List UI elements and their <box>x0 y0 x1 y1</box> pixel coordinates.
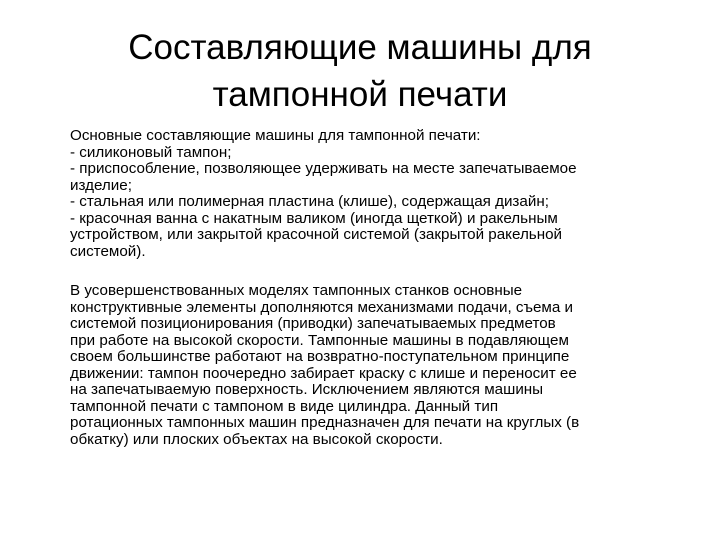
text-line: тампонной печати с тампоном в виде цилиндра. Данный тип <box>70 397 499 415</box>
text-line: при работе на высокой скорости. Тампонные машины в подавляющем <box>70 331 569 349</box>
text-line: изделие; <box>70 176 132 194</box>
text-line: конструктивные элементы дополняются механизмами подачи, съема и <box>70 298 574 316</box>
text-line: системой). <box>70 242 146 260</box>
title-line: Составляющие машины для <box>128 28 592 67</box>
text-line: на запечатываемую поверхность. Исключением являются машины <box>70 381 544 398</box>
text-line: обкатку) или плоских объектах на высокой скорости. <box>70 430 443 448</box>
text-line: - силиконовый тампон; <box>70 143 232 161</box>
text-line: ротационных тампонных машин предназначен для печати на круглых (в <box>70 414 580 431</box>
text-line: - красочная ванна с накатным валиком (иногда щеткой) и ракельным <box>70 209 558 227</box>
text-line: В усовершенствованных моделях тампонных станков основные <box>70 282 523 299</box>
text-line: движении: тампон поочередно забирает краску с клише и переносит ее <box>70 364 577 382</box>
text-line: своем большинстве работают на возвратно-поступательном принципе <box>70 348 570 365</box>
text-line: - приспособление, позволяющее удерживать на месте запечатываемое <box>70 160 577 177</box>
text-line: Основные составляющие машины для тампонной печати: <box>70 127 481 144</box>
text-line: - стальная или полимерная пластина (клише), содержащая дизайн; <box>70 193 549 210</box>
components-paragraph <box>70 128 690 260</box>
text-line: устройством, или закрытой красочной системой (закрытой ракельной <box>70 226 563 243</box>
title-line: тампонной печати <box>212 75 508 114</box>
slide-title <box>60 24 660 118</box>
text-line: системой позиционирования (приводки) запечатываемых предметов <box>70 315 556 332</box>
advanced-models-paragraph <box>70 283 690 448</box>
